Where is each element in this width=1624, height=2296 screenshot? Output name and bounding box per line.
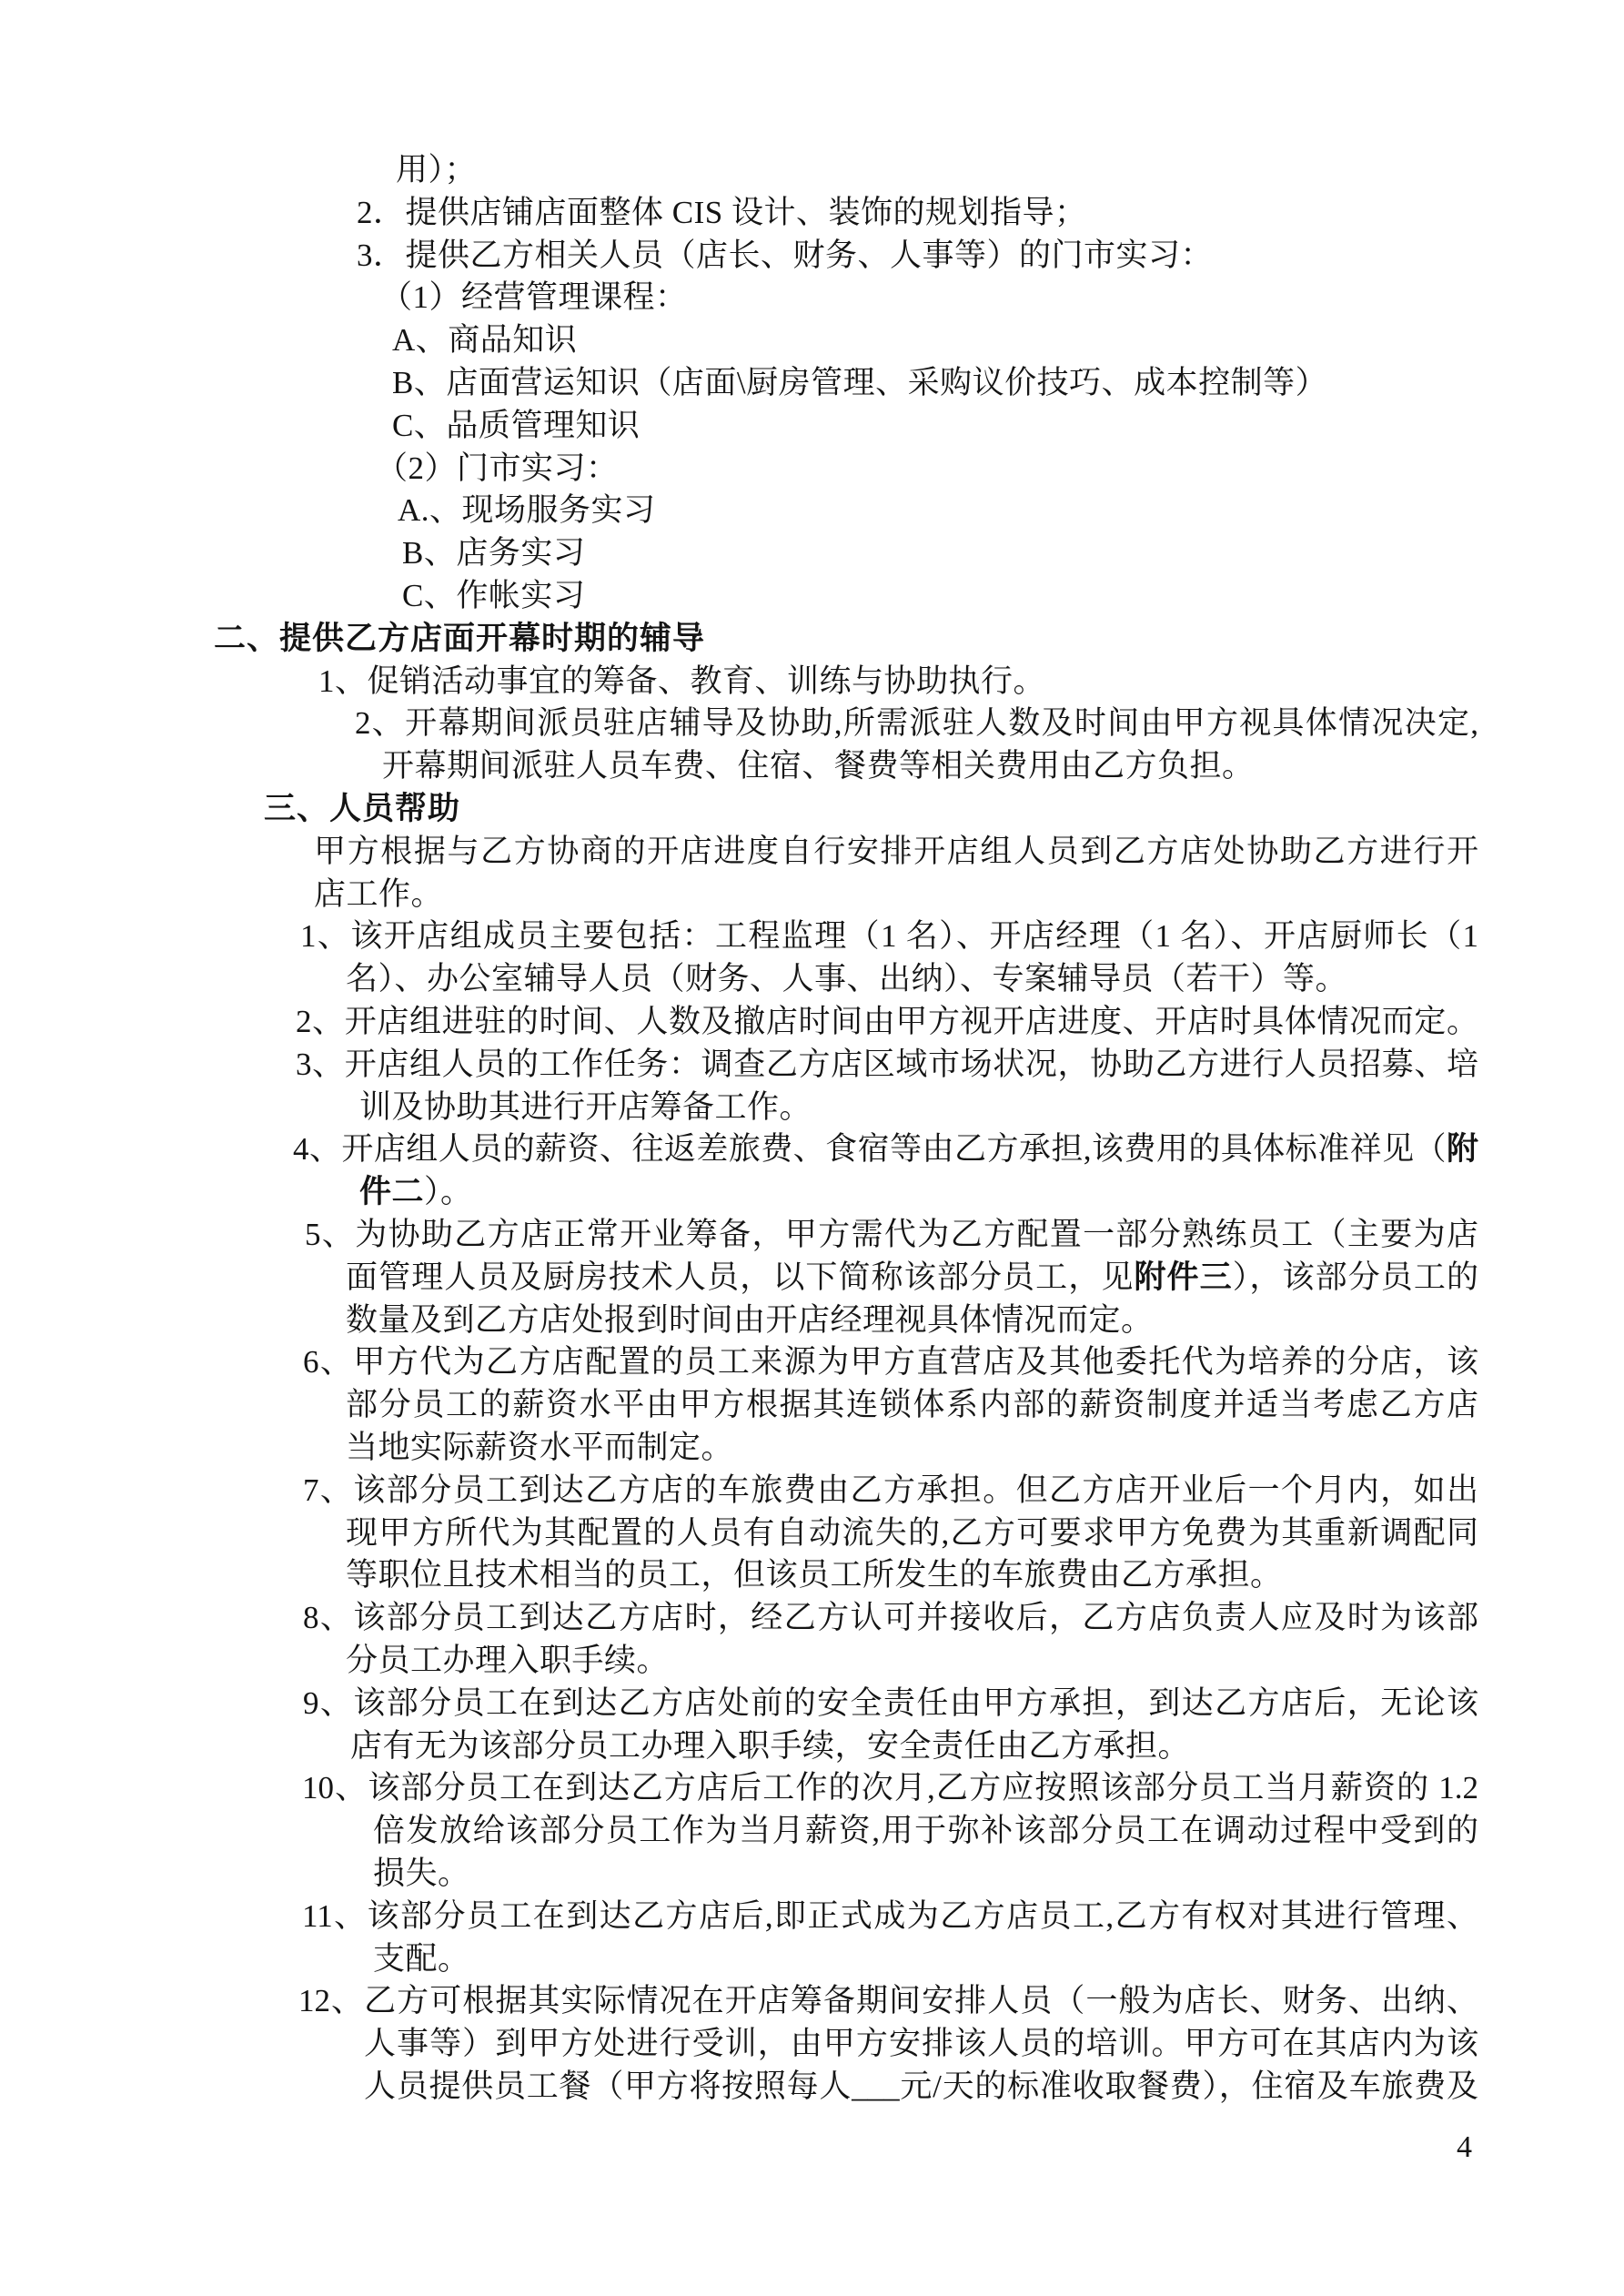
- text-line: [364, 2066, 1478, 2109]
- text-run: 人员提供员工餐（甲方将按照每人___元/天的标准收取餐费），住宿及车旅费及: [364, 2068, 1478, 2104]
- text-line: [303, 1470, 1478, 1512]
- text-line: [346, 1257, 1478, 1300]
- text-line: [380, 277, 688, 319]
- text-line: [392, 405, 640, 448]
- text-line: [305, 1214, 1478, 1257]
- text-line: [359, 1087, 812, 1129]
- text-run: 2、开幕期间派员驻店辅导及协助,所需派驻人数及时间由甲方视具体情况决定,: [355, 705, 1478, 742]
- text-run: 2．提供店铺店面整体 CIS 设计、装饰的规划指导；: [357, 194, 1087, 230]
- text-run: A.、现场服务实习: [398, 492, 656, 529]
- text-run: ）。: [424, 1174, 473, 1210]
- text-run: 现甲方所代为其配置的人员有自动流失的,乙方可要求甲方免费为其重新调配同: [346, 1514, 1478, 1551]
- text-line: [392, 362, 1327, 405]
- text-line: [302, 1896, 1478, 1938]
- text-line: [293, 1128, 1478, 1171]
- text-run: 3、开店组人员的工作任务：调查乙方店区域市场状况，协助乙方进行人员招募、培: [296, 1046, 1478, 1082]
- text-run: 店有无为该部分员工办理入职手续，安全责任由乙方承担。: [350, 1727, 1191, 1764]
- bold-text: 三、人员帮助: [264, 791, 461, 826]
- text-run: 5、为协助乙方店正常开业筹备，甲方需代为乙方配置一部分熟练员工（主要为店: [305, 1217, 1478, 1252]
- text-line: [376, 448, 619, 491]
- text-line: [346, 1512, 1478, 1555]
- text-run: 1、该开店组成员主要包括：工程监理（1 名）、开店经理（1 名）、开店厨师长（1: [300, 918, 1478, 955]
- bold-text: 二、提供乙方店面开幕时期的辅导: [214, 620, 706, 656]
- text-run: C、作帐实习: [402, 578, 586, 613]
- text-line: [382, 745, 1255, 788]
- text-run: 7、该部分员工到达乙方店的车旅费由乙方承担。但乙方店开业后一个月内，如出: [303, 1472, 1478, 1508]
- text-line: [357, 192, 1086, 235]
- text-run: 支配。: [373, 1940, 470, 1977]
- text-line: [346, 1300, 1154, 1342]
- text-run: 等职位且技术相当的员工，但该员工所发生的车旅费由乙方承担。: [346, 1557, 1283, 1593]
- text-run: B、店务实习: [402, 535, 586, 571]
- text-run: 2、开店组进驻的时间、人数及撤店时间由甲方视开店进度、开店时具体情况而定。: [296, 1004, 1478, 1039]
- text-run: 面管理人员及厨房技术人员，以下简称该部分员工，见: [346, 1259, 1135, 1295]
- text-run: C、品质管理知识: [392, 407, 641, 443]
- text-run: 当地实际薪资水平而制定。: [346, 1430, 734, 1465]
- text-line: [346, 1554, 1283, 1597]
- text-line: [346, 958, 1347, 1001]
- text-line: [373, 1853, 470, 1896]
- text-run: 损失。: [373, 1856, 470, 1891]
- text-run: 甲方根据与乙方协商的开店进度自行安排开店组人员到乙方店处协助乙方进行开: [314, 833, 1478, 869]
- text-run: 数量及到乙方店处报到时间由开店经理视具体情况而定。: [346, 1301, 1154, 1338]
- text-line: [346, 1640, 669, 1683]
- text-line: [364, 2023, 1478, 2066]
- text-run: 人事等）到甲方处进行受训，由甲方安排该人员的培训。甲方可在其店内为该: [364, 2026, 1478, 2062]
- text-run: 店工作。: [314, 875, 444, 912]
- text-line: [303, 1683, 1478, 1725]
- section-heading: [214, 618, 705, 661]
- text-line: [350, 1725, 1190, 1768]
- text-run: 用）；: [396, 152, 478, 187]
- text-line: [392, 319, 577, 362]
- text-run: 10、该部分员工在到达乙方店后工作的次月,乙方应按照该部分员工当月薪资的 1.2: [302, 1770, 1478, 1806]
- text-line: [302, 1767, 1478, 1810]
- text-run: 开幕期间派驻人员车费、住宿、餐费等相关费用由乙方负担。: [382, 748, 1255, 784]
- text-line: [296, 1001, 1478, 1044]
- text-run: 1、促销活动事宜的筹备、教育、训练与协助执行。: [318, 663, 1046, 699]
- text-run: 6、甲方代为乙方店配置的员工来源为甲方直营店及其他委托代为培养的分店，该: [303, 1344, 1478, 1381]
- text-line: [402, 532, 585, 575]
- text-run: （1）经营管理课程：: [380, 279, 688, 316]
- text-line: [298, 1980, 1478, 2023]
- text-line: [318, 661, 1045, 703]
- text-line: [373, 1810, 1478, 1853]
- text-run: （2）门市实习：: [376, 450, 619, 486]
- bold-text: 附: [1446, 1131, 1478, 1168]
- text-run: 4、开店组人员的薪资、往返差旅费、食宿等由乙方承担,该费用的具体标准祥见（: [293, 1131, 1447, 1168]
- text-run: ），该部分员工的: [1232, 1259, 1478, 1295]
- text-line: [314, 831, 1478, 874]
- text-line: [303, 1597, 1478, 1640]
- text-line: [359, 1171, 473, 1214]
- text-line: [346, 1384, 1478, 1427]
- bold-text: 件二: [359, 1174, 425, 1210]
- text-run: A、商品知识: [392, 322, 578, 359]
- text-line: [373, 1938, 470, 1981]
- text-run: 名）、办公室辅导人员（财务、人事、出纳）、专案辅导员（若干）等。: [346, 961, 1348, 997]
- text-line: [357, 235, 1213, 278]
- text-line: [314, 874, 443, 916]
- text-run: 8、该部分员工到达乙方店时，经乙方认可并接收后，乙方店负责人应及时为该部: [303, 1600, 1478, 1636]
- text-line: [346, 1427, 733, 1470]
- text-line: [355, 703, 1478, 745]
- text-run: B、店面营运知识（店面\厨房管理、采购议价技巧、成本控制等）: [392, 365, 1328, 400]
- text-run: 3．提供乙方相关人员（店长、财务、人事等）的门市实习：: [357, 237, 1214, 273]
- text-run: 倍发放给该部分员工作为当月薪资,用于弥补该部分员工在调动过程中受到的: [373, 1813, 1478, 1849]
- text-line: [402, 575, 585, 618]
- bold-text: 附件三: [1134, 1259, 1233, 1295]
- text-line: [300, 915, 1478, 958]
- page-number: 4: [1457, 2130, 1472, 2164]
- text-line: [396, 149, 477, 192]
- text-run: 训及协助其进行开店筹备工作。: [359, 1088, 812, 1125]
- text-run: 部分员工的薪资水平由甲方根据其连锁体系内部的薪资制度并适当考虑乙方店: [346, 1387, 1478, 1423]
- section-heading: [264, 788, 460, 831]
- text-line: [296, 1044, 1478, 1087]
- text-run: 12、乙方可根据其实际情况在开店筹备期间安排人员（一般为店长、财务、出纳、: [298, 1983, 1478, 2019]
- text-run: 分员工办理入职手续。: [346, 1643, 670, 1678]
- text-line: [303, 1341, 1478, 1384]
- text-run: 11、该部分员工在到达乙方店后,即正式成为乙方店员工,乙方有权对其进行管理、: [302, 1897, 1478, 1934]
- text-line: [398, 490, 656, 532]
- text-run: 9、该部分员工在到达乙方店处前的安全责任由甲方承担，到达乙方店后，无论该: [303, 1684, 1478, 1721]
